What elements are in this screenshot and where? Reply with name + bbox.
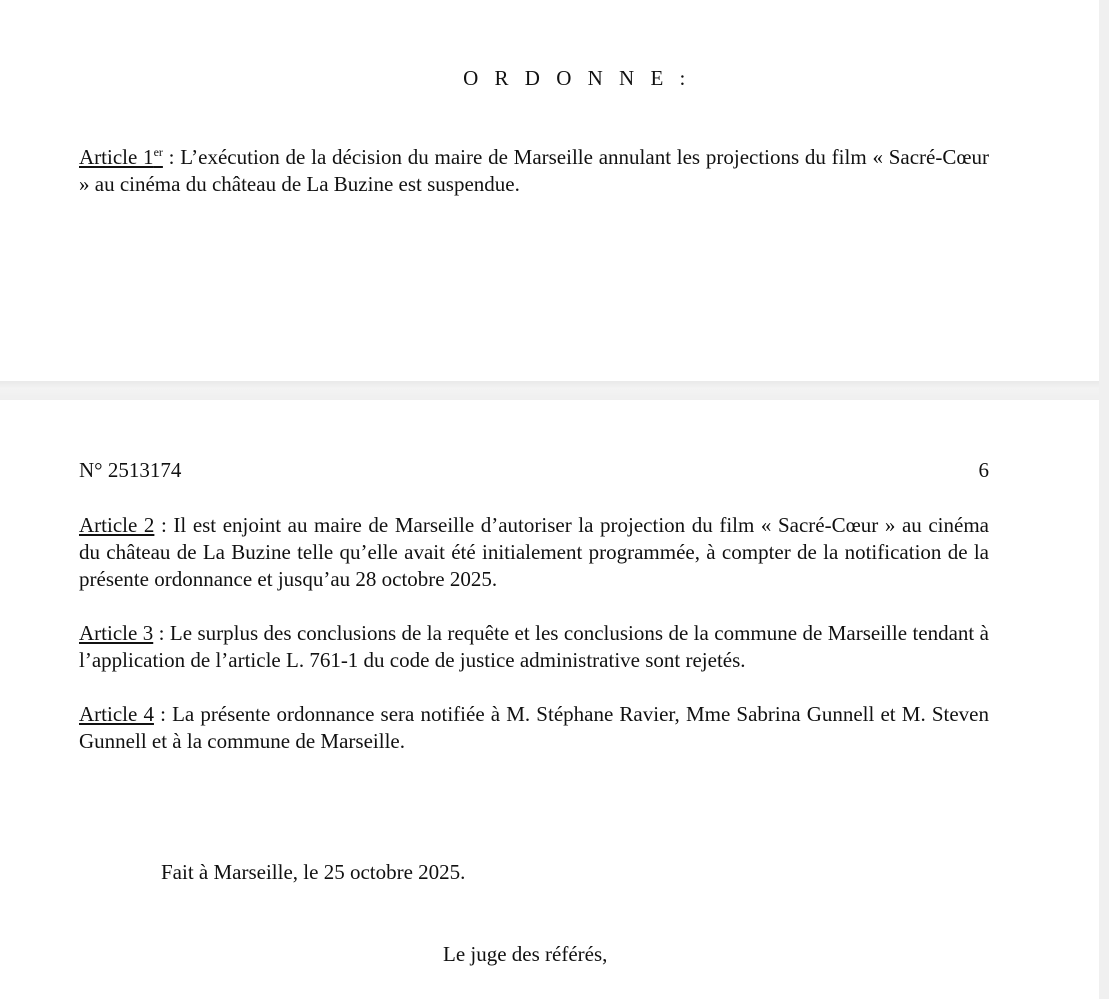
article-4-label: Article 4 [79, 702, 154, 726]
article-3-text: Le surplus des conclusions de la requête et les conclusions de la commune de Marseille tendant à l’application de l’article L. 761-1 du code de justice administrative sont rejetés. [79, 621, 989, 672]
ordonne-heading: O R D O N N E : [463, 66, 691, 90]
article-4-text: La présente ordonnance sera notifiée à M. Stéphane Ravier, Mme Sabrina Gunnell et M. Steven Gunnell et à la commune de Marseille. [79, 702, 990, 753]
article-1-label: Article 1er [79, 145, 163, 169]
signature-title: Le juge des référés, [443, 942, 608, 966]
page-header [79, 458, 989, 483]
viewer-right-edge [1099, 0, 1109, 999]
article-2-label: Article 2 [79, 513, 155, 537]
place-date: Fait à Marseille, le 25 octobre 2025. [161, 860, 466, 884]
article-1: Article 1er : L’exécution de la décision du maire de Marseille annulant les projections du film « Sacré-Cœur » au cinéma du château de La Buzine est suspendue. [79, 145, 989, 196]
page-separator [0, 381, 1109, 400]
document-page-bottom [0, 400, 1099, 999]
case-number: N° 2513174 [79, 458, 182, 482]
article-2: Article 2 : Il est enjoint au maire de Marseille d’autoriser la projection du film « Sacré-Cœur » au cinéma du château de La Buzine telle qu’elle avait été initialement programmée, à compter de la notification de la présente ordonnance et jusqu’au 28 octobre 2025. [79, 513, 989, 591]
article-2-text: Il est enjoint au maire de Marseille d’autoriser la projection du film « Sacré-Cœur » au cinéma du château de La Buzine telle qu’elle avait été initialement programmée, à compter de la notification de la présente ordonnance et jusqu’au 28 octobre 2025. [79, 513, 989, 591]
document-page-top [0, 0, 1099, 381]
page-number: 6 [978, 458, 989, 482]
article-3: Article 3 : Le surplus des conclusions de la requête et les conclusions de la commune de Marseille tendant à l’application de l’article L. 761-1 du code de justice administrative sont rejetés. [79, 621, 989, 672]
article-3-label: Article 3 [79, 621, 154, 645]
article-1-text: L’exécution de la décision du maire de Marseille annulant les projections du film « Sacré-Cœur » au cinéma du château de La Buzine est suspendue. [79, 145, 989, 196]
article-4: Article 4 : La présente ordonnance sera notifiée à M. Stéphane Ravier, Mme Sabrina Gunnell et M. Steven Gunnell et à la commune de Marseille. [79, 702, 990, 753]
